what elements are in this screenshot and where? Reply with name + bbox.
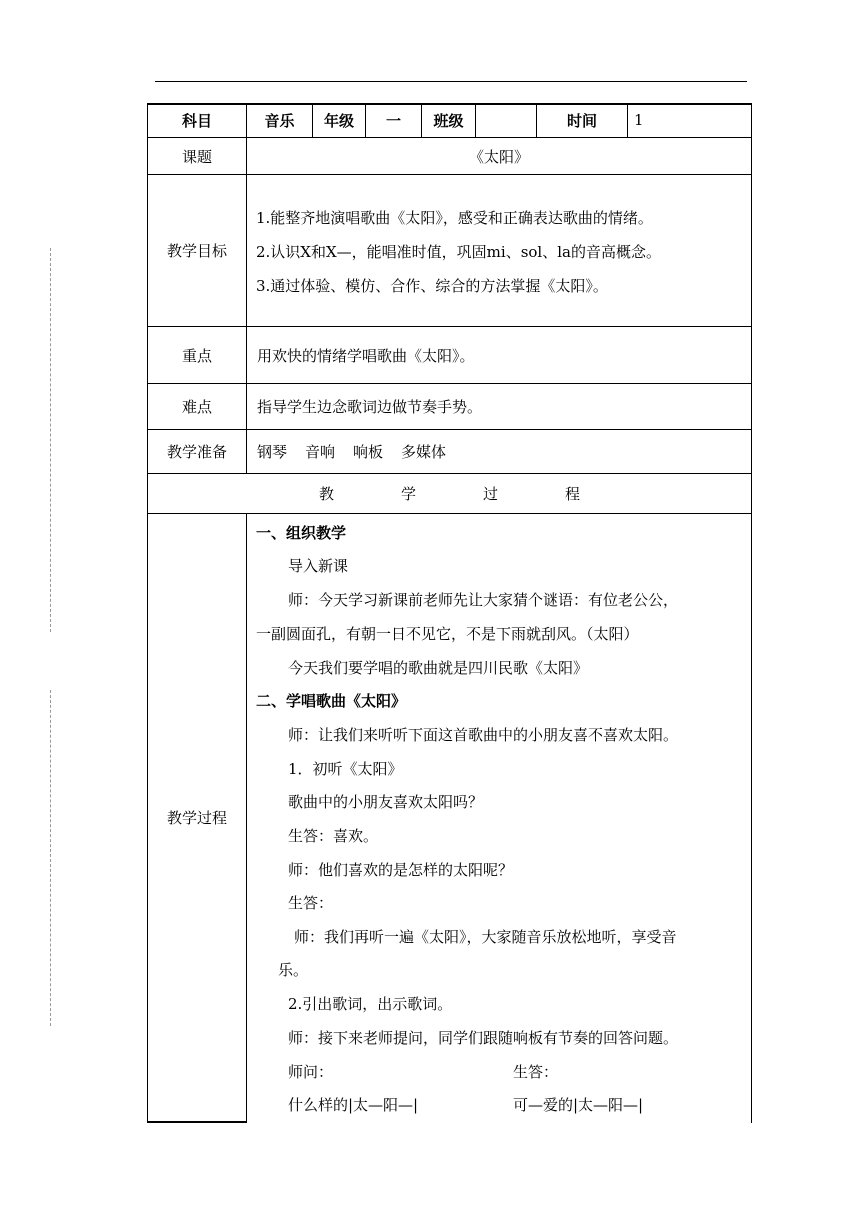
section-title: 一、组织教学 bbox=[256, 524, 347, 542]
preparation-item: 多媒体 bbox=[401, 443, 447, 461]
key-point-label: 重点 bbox=[147, 327, 246, 384]
preparation-item: 响板 bbox=[353, 443, 384, 461]
process-line: 生答：喜欢。 bbox=[288, 827, 379, 845]
binding-margin-line-upper bbox=[50, 248, 51, 632]
difficulty-label: 难点 bbox=[147, 384, 246, 430]
student-answer-text: 可—爱的|太—阳—| bbox=[513, 1096, 644, 1114]
time-value: 1 bbox=[627, 103, 752, 138]
process-header-char: 教 bbox=[318, 485, 334, 503]
process-line: 今天我们要学唱的歌曲就是四川民歌《太阳》 bbox=[288, 659, 589, 677]
preparation-items bbox=[246, 430, 752, 474]
topic-value: 《太阳》 bbox=[246, 138, 752, 175]
subject-label: 科目 bbox=[147, 103, 246, 138]
difficulty-value: 指导学生边念歌词边做节奏手势。 bbox=[246, 384, 752, 430]
preparation-label: 教学准备 bbox=[147, 430, 246, 474]
lesson-plan-table bbox=[147, 103, 752, 1123]
process-line: 生答： bbox=[288, 894, 334, 912]
process-line: 导入新课 bbox=[288, 557, 349, 575]
time-label: 时间 bbox=[536, 103, 627, 138]
grade-value: 一 bbox=[365, 103, 421, 138]
process-header-char: 程 bbox=[564, 485, 580, 503]
process-line: 2.引出歌词，出示歌词。 bbox=[288, 995, 453, 1013]
process-label: 教学过程 bbox=[147, 514, 246, 1123]
topic-label: 课题 bbox=[147, 138, 246, 175]
process-line: 师：我们再听一遍《太阳》，大家随音乐放松地听，享受音 bbox=[294, 928, 677, 946]
key-point-value: 用欢快的情绪学唱歌曲《太阳》。 bbox=[246, 327, 752, 384]
process-header-char: 学 bbox=[400, 485, 416, 503]
student-answer-label: 生答： bbox=[513, 1063, 559, 1081]
preparation-item: 音响 bbox=[305, 443, 336, 461]
subject-value: 音乐 bbox=[246, 103, 312, 138]
class-value bbox=[475, 103, 536, 138]
process-line: 师：今天学习新课前老师先让大家猜个谜语：有位老公公， bbox=[288, 591, 679, 609]
header-rule bbox=[155, 81, 747, 82]
grade-label: 年级 bbox=[312, 103, 365, 138]
process-line: 歌曲中的小朋友喜欢太阳吗？ bbox=[288, 793, 484, 811]
section-title: 二、学唱歌曲《太阳》 bbox=[256, 692, 407, 710]
class-label: 班级 bbox=[421, 103, 475, 138]
process-line: 师：接下来老师提问，同学们跟随响板有节奏的回答问题。 bbox=[288, 1029, 679, 1047]
objective-item: 2.认识X和X—，能唱准时值，巩固mi、sol、la的音高概念。 bbox=[256, 243, 661, 261]
process-line: 一副圆面孔，有朝一日不见它，不是下雨就刮风。（太阳） bbox=[256, 625, 639, 643]
objectives-content bbox=[246, 175, 752, 327]
process-header bbox=[147, 474, 752, 514]
objective-item: 3.通过体验、模仿、合作、综合的方法掌握《太阳》。 bbox=[256, 277, 608, 295]
process-line: 1．初听《太阳》 bbox=[288, 760, 403, 778]
binding-margin-line-lower bbox=[50, 690, 51, 1026]
process-line: 师：他们喜欢的是怎样的太阳呢？ bbox=[288, 861, 514, 879]
process-content bbox=[246, 514, 752, 1123]
process-line: 乐。 bbox=[278, 961, 309, 979]
teacher-question-text: 什么样的|太—阳—| bbox=[288, 1096, 419, 1114]
process-header-char: 过 bbox=[482, 485, 498, 503]
process-line: 师：让我们来听听下面这首歌曲中的小朋友喜不喜欢太阳。 bbox=[288, 726, 679, 744]
teacher-question-label: 师问： bbox=[288, 1063, 334, 1081]
preparation-item: 钢琴 bbox=[257, 443, 288, 461]
objectives-label: 教学目标 bbox=[147, 175, 246, 327]
objective-item: 1.能整齐地演唱歌曲《太阳》，感受和正确表达歌曲的情绪。 bbox=[256, 209, 653, 227]
